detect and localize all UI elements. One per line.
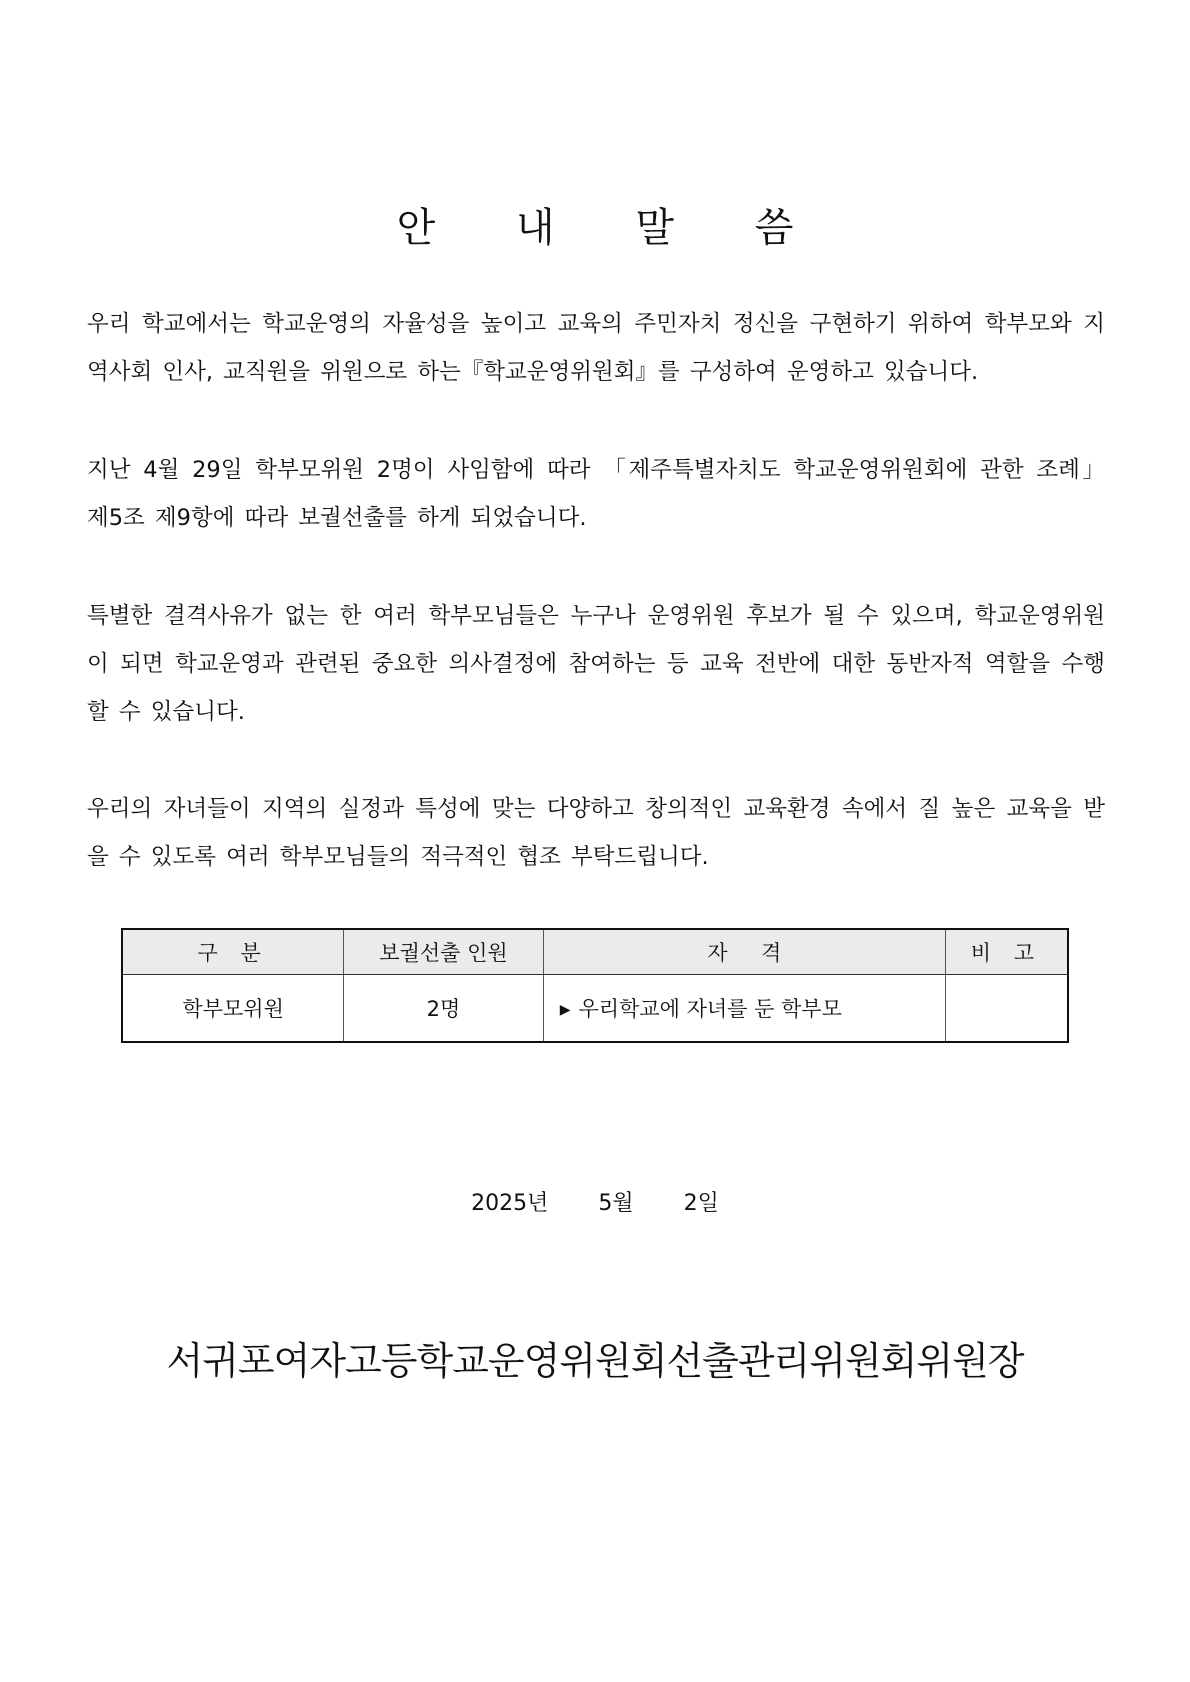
table-row (122, 975, 1068, 1043)
qualification-text: 우리학교에 자녀를 둔 학부모 (578, 997, 842, 1021)
table-header-row (122, 929, 1068, 975)
header-qualification: 자 격 (543, 929, 945, 975)
paragraph-eligibility: 특별한 결격사유가 없는 한 여러 학부모님들은 누구나 운영위원 후보가 될 수 있으며, 학교운영위원이 되면 학교운영과 관련된 중요한 의사결정에 참여하는 등 교육 전반에 대한 동반자적 역할을 수행할 수 있습니다. (87, 603, 1105, 725)
cell-note (945, 975, 1068, 1043)
election-table-container (121, 928, 1071, 1043)
document-date: 2025년 5월 2일 (471, 1191, 719, 1216)
paragraph-request: 우리의 자녀들이 지역의 실정과 특성에 맞는 다양하고 창의적인 교육환경 속에서 질 높은 교육을 받을 수 있도록 여러 학부모님들의 적극적인 협조 부탁드립니다. (87, 796, 1105, 870)
page-title: 안 내 말 씀 (396, 205, 828, 251)
header-category: 구 분 (122, 929, 344, 975)
cell-category: 학부모위원 (122, 975, 344, 1043)
cell-qualification (543, 975, 945, 1043)
cell-count: 2명 (344, 975, 543, 1043)
signature-issuer: 서귀포여자고등학교운영위원회선출관리위원회위원장 (166, 1339, 1024, 1383)
paragraph-intro: 우리 학교에서는 학교운영의 자율성을 높이고 교육의 주민자치 정신을 구현하기 위하여 학부모와 지역사회 인사, 교직원을 위원으로 하는『학교운영위원회』를 구성하여 운영하고 있습니다. (87, 311, 1105, 385)
paragraph-vacancy: 지난 4월 29일 학부모위원 2명이 사임함에 따라 「제주특별자치도 학교운영위원회에 관한 조례」 제5조 제9항에 따라 보궐선출를 하게 되었습니다. (87, 457, 1105, 531)
triangle-bullet-icon: ▶ (559, 1002, 571, 1018)
election-table (121, 928, 1069, 1043)
header-note: 비 고 (945, 929, 1068, 975)
header-count: 보궐선출 인원 (344, 929, 543, 975)
